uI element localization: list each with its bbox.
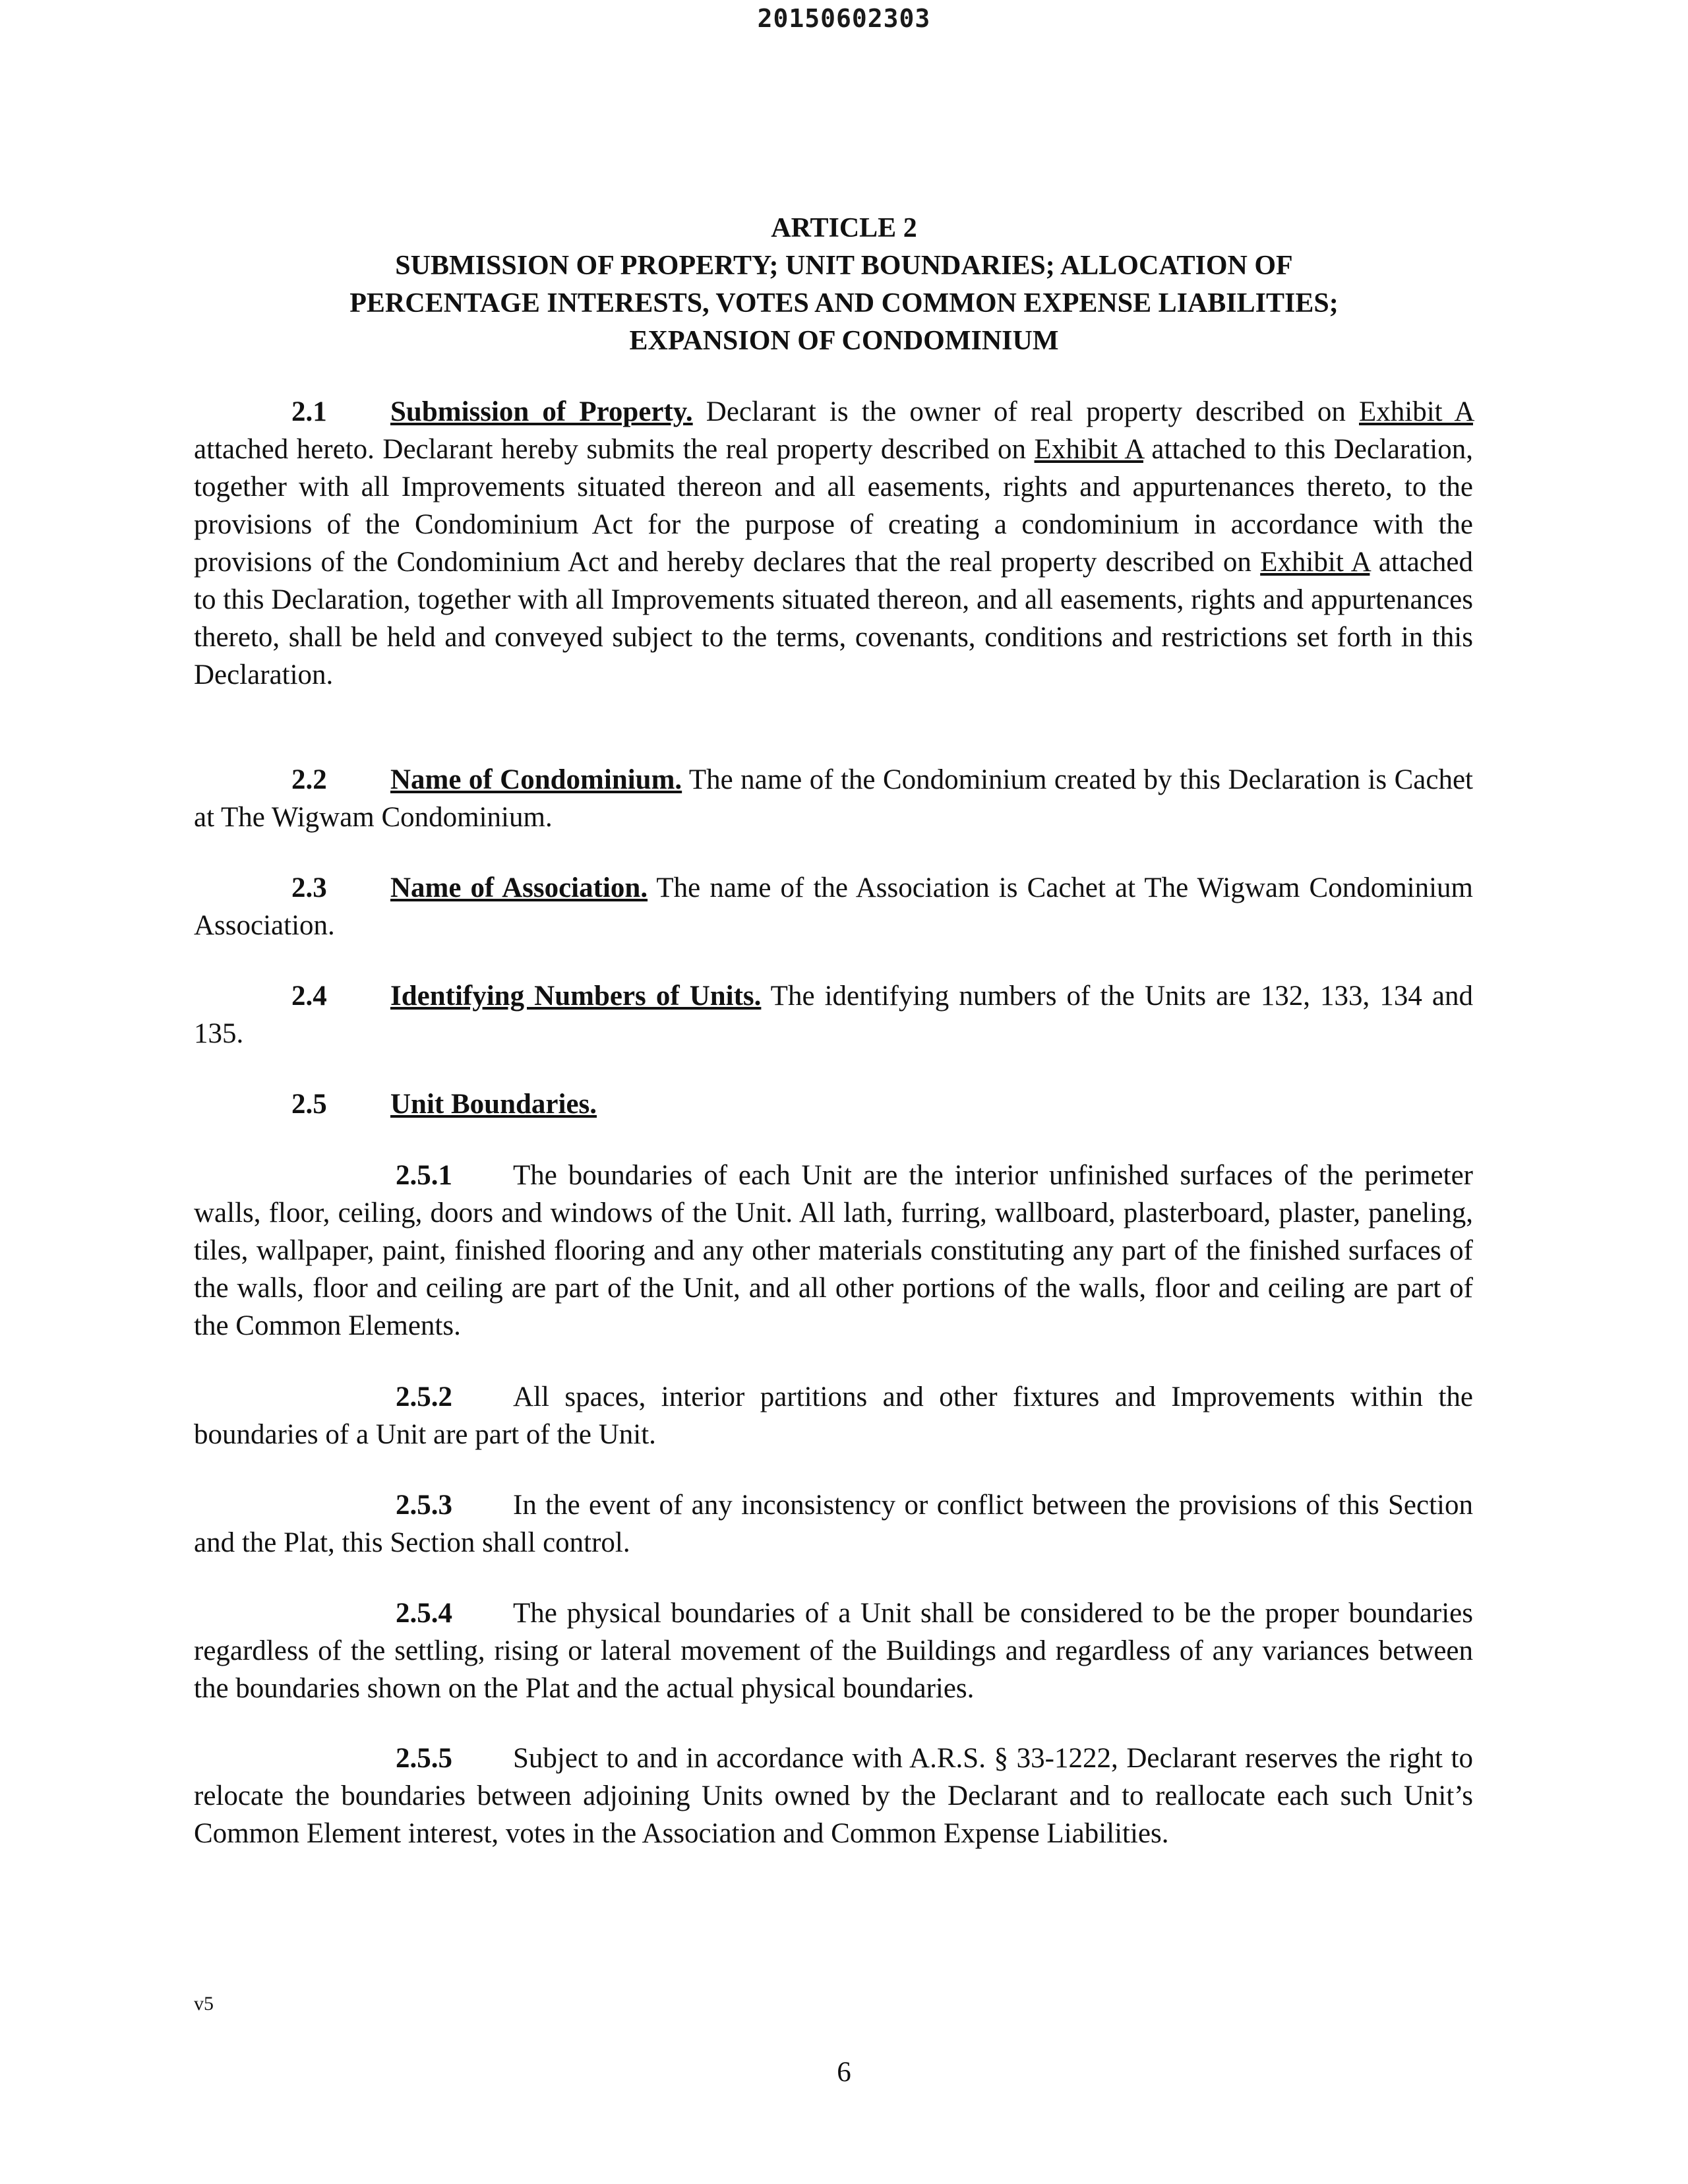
section-title: Name of Condominium.	[390, 764, 682, 795]
subsection-text: In the event of any inconsistency or conflict between the provisions of this Section and the Plat, this Section shall control.	[194, 1490, 1473, 1558]
subsection-number: 2.5.3	[396, 1490, 452, 1521]
subsection-2-5-1	[194, 1157, 1473, 1345]
section-title: Name of Association.	[390, 872, 648, 903]
section-text: attached to this Declaration, together with all Improvements situated thereon and all easements, rights and appurtenances thereto, to the provisions of the Condominium Act for the purpose of creating a condominium in accordance with the provisions of the Condominium Act and hereby declares that the real property described on	[194, 434, 1473, 578]
subsection-2-5-2	[194, 1378, 1473, 1453]
subsection-text: Subject to and in accordance with A.R.S. § 33-1222, Declarant reserves the right to relocate the boundaries between adjoining Units owned by the Declarant and to reallocate each such Unit’s Common Element interest, votes in the Association and Common Expense Liabilities.	[194, 1743, 1473, 1849]
section-number: 2.2	[291, 764, 327, 795]
exhibit-reference: Exhibit A	[1359, 396, 1473, 427]
subsection-number: 2.5.4	[396, 1598, 452, 1629]
subsection-text: The boundaries of each Unit are the interior unfinished surfaces of the perimeter walls, floor, ceiling, doors and windows of the Unit. All lath, furring, wallboard, plasterboard, plaster, paneling, tiles, wallpaper, paint, finished flooring and any other materials constituting any part of the finished surfaces of the walls, floor and ceiling are part of the Unit, and all other portions of the walls, floor and ceiling are part of the Common Elements.	[194, 1160, 1473, 1341]
version-label: v5	[194, 1993, 214, 2015]
section-text: attached hereto. Declarant hereby submits the real property described on	[194, 434, 1035, 465]
section-number: 2.3	[291, 872, 327, 903]
section-2-1	[194, 393, 1473, 694]
subsection-text: The physical boundaries of a Unit shall be considered to be the proper boundaries regardless of the settling, rising or lateral movement of the Buildings and regardless of any variances between the boundaries shown on the Plat and the actual physical boundaries.	[194, 1598, 1473, 1704]
subsection-number: 2.5.1	[396, 1160, 452, 1191]
section-number: 2.5	[291, 1089, 327, 1120]
article-title-line: EXPANSION OF CONDOMINIUM	[629, 326, 1059, 356]
section-text: attached to this Declaration, together with all Improvements situated thereon, and all easements, rights and appurtenances thereto, shall be held and conveyed subject to the terms, covenants, conditions and restrictions set forth in this Declaration.	[194, 547, 1473, 690]
subsection-2-5-4	[194, 1594, 1473, 1707]
article-title-line: SUBMISSION OF PROPERTY; UNIT BOUNDARIES; ALLOCATION OF	[395, 251, 1293, 281]
article-heading	[0, 210, 1688, 360]
section-text: Declarant is the owner of real property described on	[692, 396, 1359, 427]
section-2-5	[194, 1085, 1473, 1123]
section-2-4	[194, 977, 1473, 1052]
section-text: The name of the Association is Cachet at The Wigwam Condominium Association.	[194, 872, 1474, 941]
section-text: The identifying numbers of the Units are 132, 133, 134 and 135.	[194, 981, 1473, 1049]
subsection-number: 2.5.2	[396, 1381, 452, 1412]
subsection-number: 2.5.5	[396, 1743, 452, 1774]
subsection-2-5-3	[194, 1486, 1473, 1562]
exhibit-reference: Exhibit A	[1260, 547, 1370, 578]
section-title: Submission of Property.	[390, 396, 693, 427]
section-number: 2.4	[291, 981, 327, 1012]
section-text: The name of the Condominium created by this Declaration is Cachet at The Wigwam Condominium.	[194, 764, 1473, 833]
page-number: 6	[837, 2057, 851, 2088]
section-2-3	[194, 869, 1473, 944]
article-number: ARTICLE 2	[771, 213, 917, 243]
section-2-2	[194, 761, 1473, 836]
recording-number: 20150602303	[757, 4, 931, 33]
exhibit-reference: Exhibit A	[1034, 434, 1143, 465]
section-title: Identifying Numbers of Units.	[390, 981, 762, 1012]
section-title: Unit Boundaries.	[390, 1089, 597, 1120]
subsection-2-5-5	[194, 1740, 1473, 1852]
section-number: 2.1	[291, 396, 327, 427]
subsection-text: All spaces, interior partitions and other fixtures and Improvements within the boundaries of a Unit are part of the Unit.	[194, 1381, 1473, 1450]
article-title-line: PERCENTAGE INTERESTS, VOTES AND COMMON EXPENSE LIABILITIES;	[349, 288, 1339, 318]
